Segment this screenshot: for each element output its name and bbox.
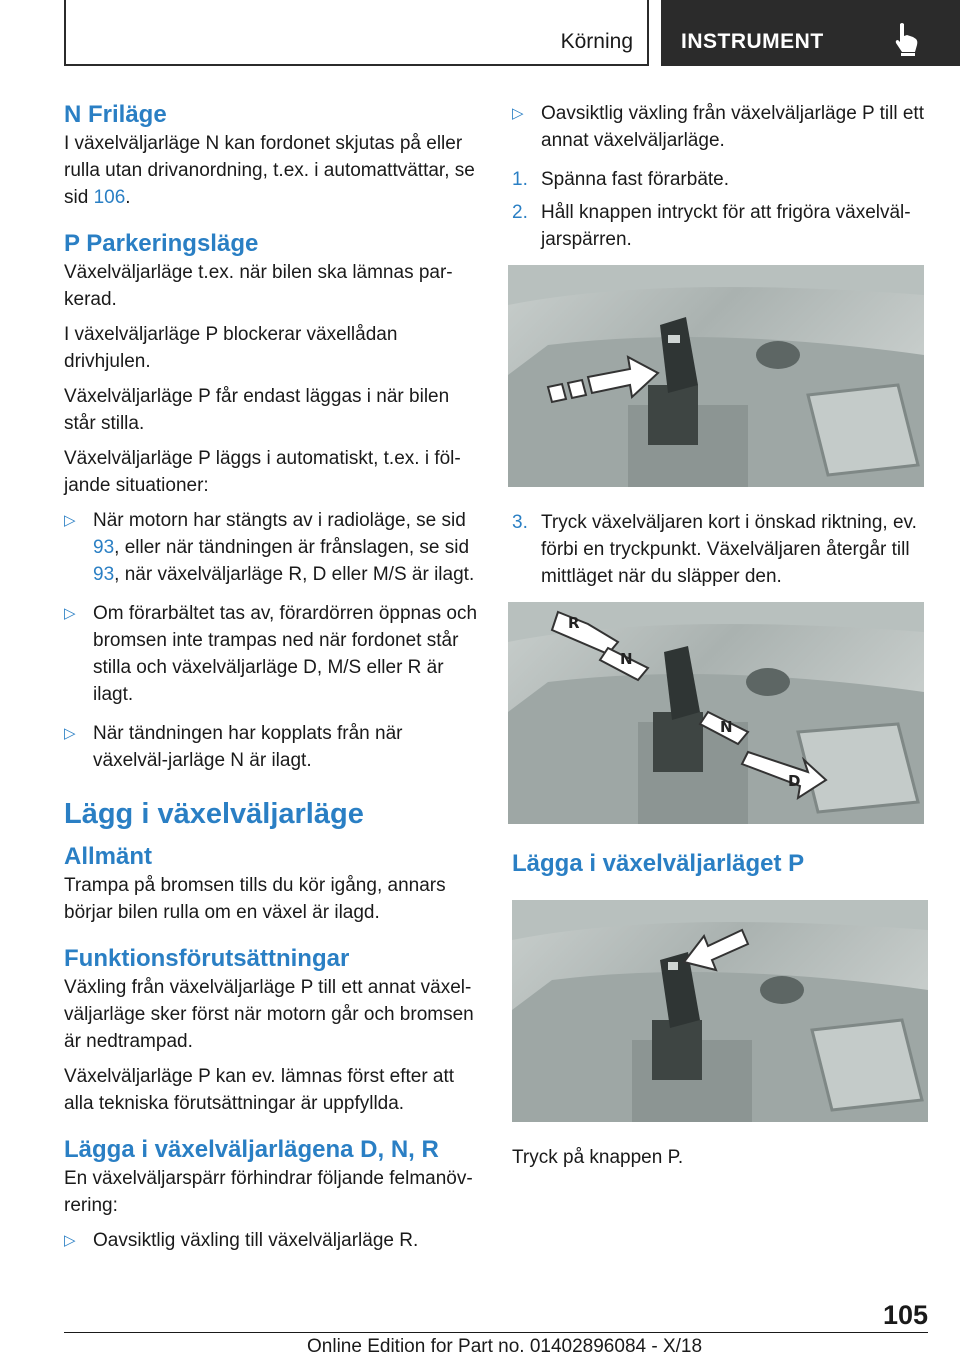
paragraph-p-2: I växelväljarläge P blockerar växellådan drivhjulen. [64,324,398,372]
page-link-106[interactable]: 106 [93,187,126,208]
section-title: Körning [560,30,633,53]
footer-divider [64,1332,928,1333]
chapter-title: INSTRUMENT [681,30,824,53]
step-item: 1. Spänna fast förarbäte. [512,169,730,190]
shift-label-n: N [720,718,733,736]
heading-n-frilage: N Friläge [64,101,167,128]
heading-p-parkeringslage: P Parkeringsläge [64,230,259,257]
list-item: ▷ När tändningen har kopplats från när växelväl-jarläge N är ilagt. [64,720,482,774]
shift-label-n: N [620,650,633,668]
gear-selector-release-button-image [508,265,924,487]
heading-funktionsforutsattningar: Funktionsförutsättningar [64,945,350,972]
triangle-bullet-icon: ▷ [64,512,76,529]
shift-label-r: R [568,614,580,632]
pointing-hand-icon [891,22,921,56]
footer-edition: Online Edition for Part no. 01402896084 - X/18 [307,1336,703,1357]
page-link-93[interactable]: 93 [93,564,115,585]
paragraph-p-3: Växelväljarläge P får endast läggas i när bilen står stilla. [64,386,450,434]
heading-lagg-i-vaxelvaljarlage: Lägg i växelväljarläge [64,798,364,830]
list-item: ▷ Oavsiktlig växling från växelväljarläge P till ett annat växelväljarläge. [512,100,928,154]
header-section-tab [64,0,649,66]
paragraph-allmant: Trampa på bromsen tills du kör igång, annars börjar bilen rulla om en växel är ilagd. [64,875,446,923]
step-item: 2. Håll knappen intryckt för att frigöra växelväl-jarspärren. [512,202,911,250]
paragraph-funk-2: Växelväljarläge P kan ev. lämnas först efter att alla tekniska förutsättningar är uppfyllda. [64,1066,455,1114]
right-column [512,100,928,1171]
gear-selector-p-button-image [512,900,928,1122]
list-item: ▷ Om förarbältet tas av, förardörren öppnas och bromsen inte trampas ned när fordonet står stilla och växelväljarläge D, M/S eller R är ilagt. [64,600,482,708]
list-item: ▷ Oavsiktlig växling till växelväljarläge R. [64,1227,482,1254]
heading-allmant: Allmänt [64,843,153,870]
triangle-bullet-icon: ▷ [64,1232,76,1249]
gear-selector-shift-directions-image [508,602,924,824]
paragraph-dnr: En växelväljarspärr förhindrar följande felmanöv-rering: [64,1168,473,1216]
paragraph-p-1: Växelväljarläge t.ex. när bilen ska lämnas par-kerad. [64,262,453,310]
step-item: 3. Tryck växelväljaren kort i önskad riktning, ev. förbi en tryckpunkt. Växelväljaren återgår till mittläget när du släpper den. [512,512,917,587]
triangle-bullet-icon: ▷ [64,725,76,742]
list-item: ▷ När motorn har stängts av i radioläge, se sid 93, eller när tändningen är frånslagen, se sid 93, när växelväljarläge R, D eller M/S är ilagt. [64,507,482,588]
page-link-93[interactable]: 93 [93,537,115,558]
shift-label-d: D [788,772,801,790]
header-chapter-tab [661,0,960,66]
heading-lagga-dnr: Lägga i växelväljarlägena D, N, R [64,1136,439,1163]
triangle-bullet-icon: ▷ [64,605,76,622]
heading-lagga-p: Lägga i växelväljarläget P [512,850,805,877]
paragraph-tryck-p: Tryck på knappen P. [512,1147,684,1168]
paragraph-p-4: Växelväljarläge P läggs i automatiskt, t.ex. i föl-jande situationer: [64,448,461,496]
triangle-bullet-icon: ▷ [512,105,524,122]
paragraph-funk-1: Växling från växelväljarläge P till ett annat växel-väljarläge sker först när motorn går och bromsen är nedtrampad. [64,977,474,1052]
left-column [64,100,482,1266]
paragraph-n: I växelväljarläge N kan fordonet skjutas på eller rulla utan drivanordning, t.ex. i automattvättar, se sid 106. [64,133,475,208]
page-number: 105 [882,1300,928,1330]
